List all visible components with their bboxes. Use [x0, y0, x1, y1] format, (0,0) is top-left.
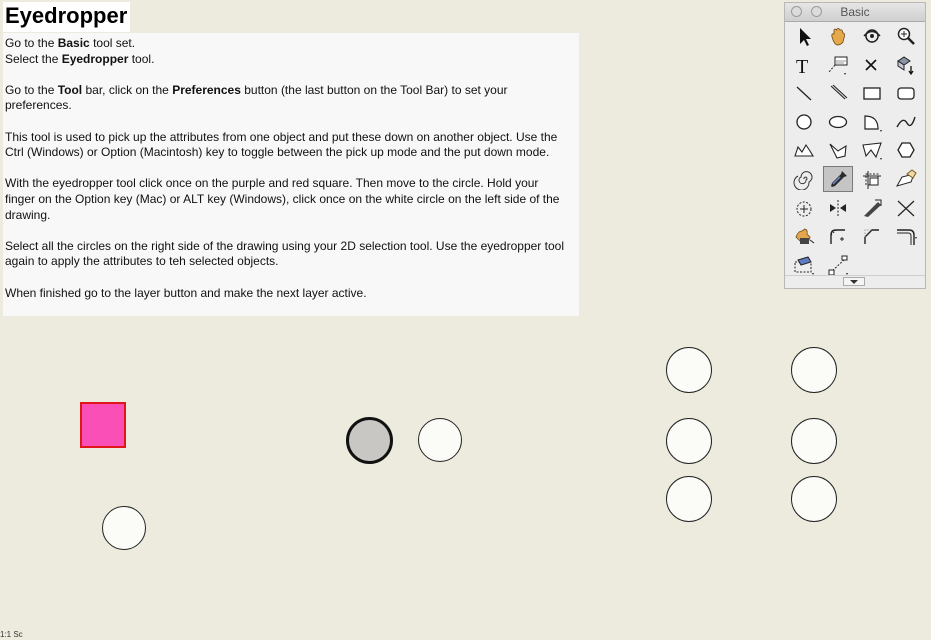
- tool-oval[interactable]: [823, 109, 853, 135]
- line-icon: [792, 82, 816, 104]
- expand-palette-button[interactable]: [843, 277, 865, 286]
- tool-arc[interactable]: [857, 109, 887, 135]
- double-line-icon: [826, 82, 850, 104]
- page-title: Eyedropper: [3, 2, 130, 32]
- tool-locus[interactable]: [857, 52, 887, 78]
- tool-fillet[interactable]: [823, 223, 853, 249]
- purple-red-square[interactable]: [80, 402, 126, 448]
- left-white-circle[interactable]: [102, 506, 146, 550]
- text-run: Go to the: [5, 82, 58, 97]
- tool-eraser-selection[interactable]: [789, 252, 819, 278]
- right-circle[interactable]: [666, 476, 712, 522]
- svg-text:T: T: [796, 55, 809, 76]
- stake-icon: [894, 54, 918, 76]
- tool-pan-hand[interactable]: [823, 23, 853, 49]
- selection-arrow-icon: [792, 25, 816, 47]
- tool-split[interactable]: [857, 195, 887, 221]
- clip-icon: [860, 168, 884, 190]
- regular-polygon-icon: [894, 139, 918, 161]
- rounded-rectangle-icon: [894, 82, 918, 104]
- palette-title: Basic: [840, 5, 870, 19]
- eyedropper-icon: [826, 168, 850, 190]
- polyline-icon: [792, 139, 816, 161]
- tool-offset[interactable]: [891, 223, 921, 249]
- attribute-mapping-icon: [792, 197, 816, 219]
- offset-icon: [894, 225, 918, 247]
- tool-clip[interactable]: [857, 166, 887, 192]
- instruction-paragraph: This tool is used to pick up the attributes from one object and put these down on another object. Use the Ctrl (Windows) or Option (Macintosh) key to toggle between the pick up mode and the put down mode.: [5, 129, 558, 160]
- scale-indicator: 1:1 Sc: [0, 630, 23, 639]
- bold-term: Tool: [57, 82, 83, 97]
- tool-reshape[interactable]: [891, 166, 921, 192]
- tool-eyedropper[interactable]: [823, 166, 853, 192]
- right-circle[interactable]: [666, 418, 712, 464]
- palette-footer: [785, 275, 925, 288]
- text-run: bar, click on the: [82, 82, 173, 97]
- tool-mirror[interactable]: [823, 195, 853, 221]
- tool-connect-combine[interactable]: [891, 195, 921, 221]
- instructions-panel: [3, 33, 579, 316]
- basic-tool-palette: [784, 2, 926, 289]
- polygon-icon: [860, 139, 884, 161]
- flyover-icon: [860, 25, 884, 47]
- tool-selection-arrow[interactable]: [789, 23, 819, 49]
- palette-titlebar[interactable]: [785, 3, 925, 22]
- bold-term: Preferences: [172, 82, 241, 97]
- callout-icon: [826, 54, 850, 76]
- right-circle[interactable]: [666, 347, 712, 393]
- tool-double-line[interactable]: [823, 80, 853, 106]
- reshape-icon: [894, 168, 918, 190]
- tool-polygon[interactable]: [857, 137, 887, 163]
- instruction-line: [5, 36, 135, 50]
- pan-hand-icon: [826, 25, 850, 47]
- white-circle[interactable]: [418, 418, 462, 462]
- tool-attribute-mapping[interactable]: [789, 195, 819, 221]
- chevron-down-icon: [849, 279, 859, 285]
- tool-callout[interactable]: [823, 52, 853, 78]
- tool-text[interactable]: [789, 52, 819, 78]
- locus-icon: [860, 54, 884, 76]
- tool-flyover[interactable]: [857, 23, 887, 49]
- right-circle[interactable]: [791, 418, 837, 464]
- tool-visibility[interactable]: [789, 223, 819, 249]
- tool-rounded-rectangle[interactable]: [891, 80, 921, 106]
- split-icon: [860, 197, 884, 219]
- instruction-paragraph: [5, 83, 567, 114]
- bold-term: Eyedropper: [61, 51, 129, 66]
- text-run: tool set.: [89, 36, 136, 50]
- tool-freehand[interactable]: [891, 109, 921, 135]
- double-polyline-icon: [826, 139, 850, 161]
- tool-stake[interactable]: [891, 52, 921, 78]
- chamfer-icon: [860, 225, 884, 247]
- tool-circle[interactable]: [789, 109, 819, 135]
- instruction-paragraph: When finished go to the layer button and make the next layer active.: [5, 285, 367, 300]
- text-run: tool.: [128, 51, 155, 66]
- rectangle-icon: [860, 82, 884, 104]
- freehand-icon: [894, 111, 918, 133]
- instruction-paragraph: With the eyedropper tool click once on the purple and red square. Then move to the circle. Hold your finger on the Option key (Mac) or ALT key (Windows), click once on the white circle on the left side of the drawing.: [5, 176, 560, 222]
- instruction-paragraph: [5, 36, 567, 67]
- tool-chamfer[interactable]: [857, 223, 887, 249]
- arc-icon: [860, 111, 884, 133]
- tool-line[interactable]: [789, 80, 819, 106]
- fillet-icon: [826, 225, 850, 247]
- visibility-icon: [792, 225, 816, 247]
- tool-zoom[interactable]: [891, 23, 921, 49]
- circle-icon: [792, 111, 816, 133]
- zoom-icon: [894, 25, 918, 47]
- tool-polyline[interactable]: [789, 137, 819, 163]
- right-circle[interactable]: [791, 476, 837, 522]
- connect-combine-icon: [894, 197, 918, 219]
- tape-measure-icon: [826, 254, 850, 276]
- tool-tape-measure[interactable]: [823, 252, 853, 278]
- text-run: Select the: [5, 51, 62, 66]
- gray-circle[interactable]: [346, 417, 393, 464]
- right-circle[interactable]: [791, 347, 837, 393]
- mirror-icon: [826, 197, 850, 219]
- oval-icon: [826, 111, 850, 133]
- tool-rectangle[interactable]: [857, 80, 887, 106]
- bold-term: Basic: [57, 36, 90, 50]
- spiral-icon: [792, 168, 816, 190]
- tool-double-polyline[interactable]: [823, 137, 853, 163]
- eraser-selection-icon: [792, 254, 816, 276]
- instruction-paragraph: Select all the circles on the right side of the drawing using your 2D selection tool. Use the eyedropper tool again to apply the attributes to teh selected objects.: [5, 238, 564, 269]
- text-run: Go to the: [5, 36, 58, 50]
- text-run: button (the last button on the Tool Bar) to set your preferences.: [5, 82, 508, 113]
- instruction-line: [5, 52, 154, 66]
- tool-spiral[interactable]: [789, 166, 819, 192]
- text-icon: [792, 54, 816, 76]
- tool-regular-polygon[interactable]: [891, 137, 921, 163]
